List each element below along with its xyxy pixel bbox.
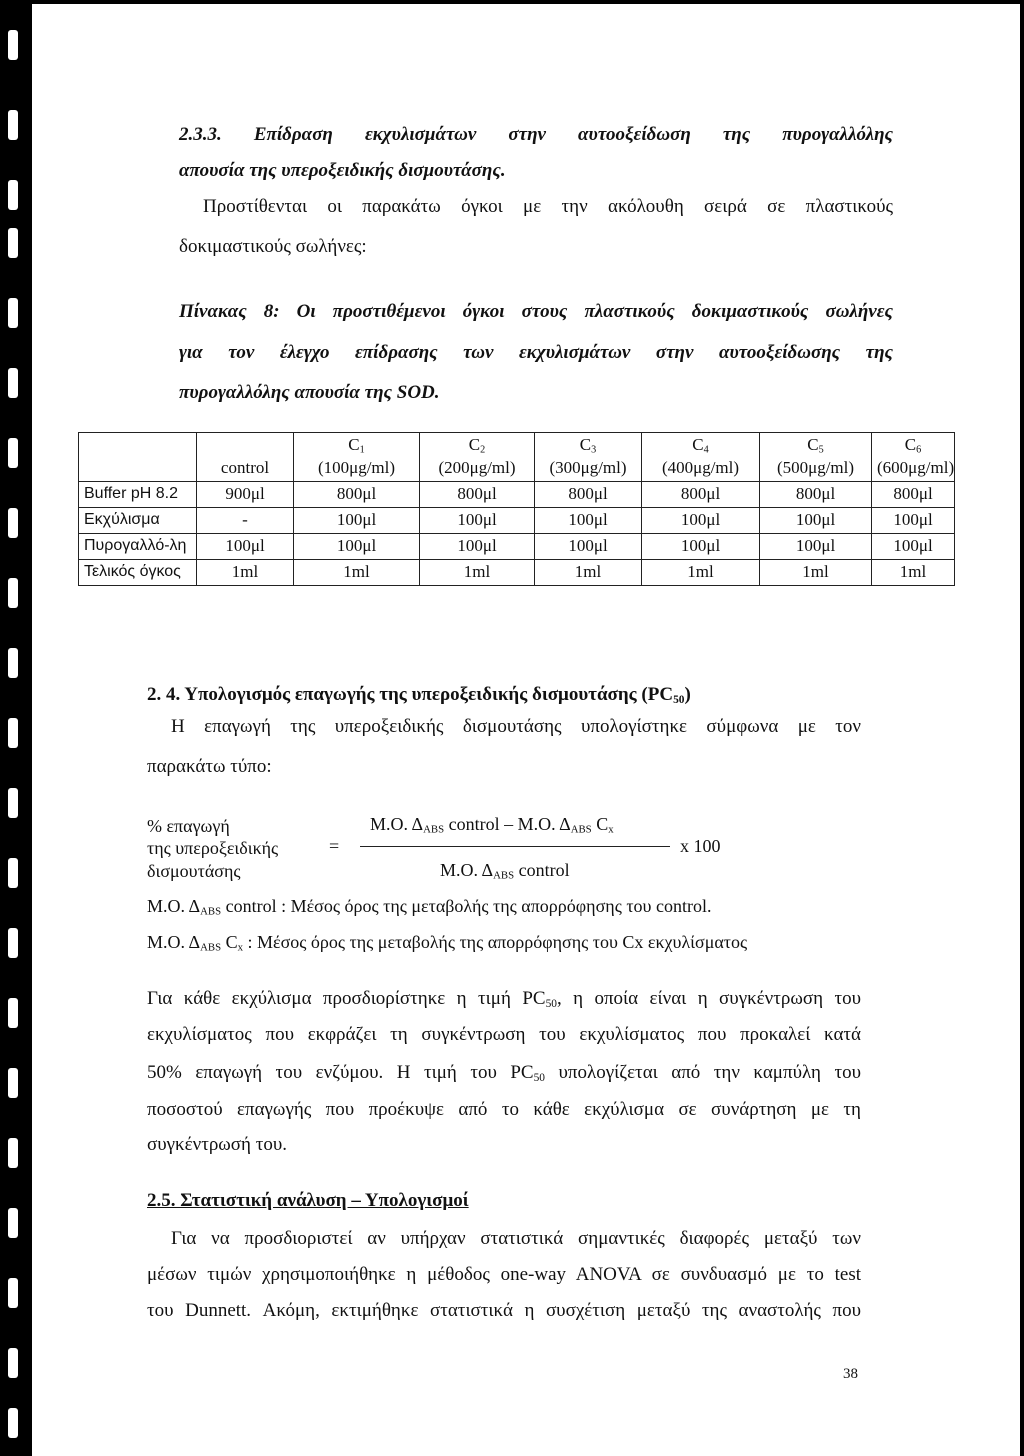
formula-left: δισμουτάσης xyxy=(147,861,241,881)
binding-hole xyxy=(8,1408,18,1438)
table-row xyxy=(79,482,955,508)
formula-left: % επαγωγή xyxy=(147,816,230,836)
binding-hole xyxy=(8,998,18,1028)
binding-hole xyxy=(8,368,18,398)
binding-hole xyxy=(8,1138,18,1168)
table-row xyxy=(79,560,955,586)
paragraph-line: συγκέντρωσή του. xyxy=(147,1134,288,1155)
table-cell: 800μl xyxy=(535,482,642,508)
binding-hole xyxy=(8,858,18,888)
volumes-table xyxy=(78,432,955,586)
formula-denominator: Μ.Ο. $\Delta_{ABS}$ control xyxy=(440,860,570,882)
table-cell: 1ml xyxy=(760,560,872,586)
binding-hole xyxy=(8,438,18,468)
table-cell: 1ml xyxy=(872,560,955,586)
table-row xyxy=(79,508,955,534)
binding-hole xyxy=(8,110,18,140)
formula-equals: = xyxy=(329,836,340,856)
table-header-cell: $C_4$ (400μg/ml) xyxy=(642,433,760,482)
table-header-cell: $C_1$ (100μg/ml) xyxy=(294,433,420,482)
section-heading: 2.5. Στατιστική ανάλυση – Υπολογισμοί xyxy=(147,1190,469,1211)
table-header-empty xyxy=(79,433,197,482)
table-cell: - xyxy=(197,508,294,534)
paragraph-line: μέσων τιμών χρησιμοποιήθηκε η μέθοδος one-way ANOVA σε συνδυασμό με το test xyxy=(147,1264,861,1285)
section-heading: 2. 4. Υπολογισμός επαγωγής της υπεροξειδικής δισμουτάσης $(PC_{50})$ xyxy=(147,684,691,706)
table-caption-line: για τον έλεγχο επίδρασης των εκχυλισμάτων στην αυτοοξείδωσης της xyxy=(179,342,893,363)
binding-hole xyxy=(8,1348,18,1378)
table-cell: 800μl xyxy=(760,482,872,508)
table-header-cell: $C_6$ (600μg/ml) xyxy=(872,433,955,482)
table-caption-line: Πίνακας 8: Οι προστιθέμενοι όγκοι στους πλαστικούς δοκιμαστικούς σωλήνες xyxy=(179,301,893,322)
scan-binding-edge xyxy=(0,0,32,1456)
binding-hole xyxy=(8,30,18,60)
table-cell: 800μl xyxy=(294,482,420,508)
section-heading-line: 2.3.3. Επίδραση εκχυλισμάτων στην αυτοοξείδωση της πυρογαλλόλης xyxy=(179,124,893,145)
formula-left: της υπεροξειδικής xyxy=(147,838,279,858)
paragraph-line: Για κάθε εκχύλισμα προσδιορίστηκε η τιμή $PC_{50}$, η οποία είναι η συγκέντρωση του xyxy=(147,988,861,1010)
binding-hole xyxy=(8,1208,18,1238)
binding-hole xyxy=(8,718,18,748)
table-header-row xyxy=(79,433,955,482)
table-cell: 100μl xyxy=(420,534,535,560)
table-cell: 1ml xyxy=(535,560,642,586)
paragraph-line: Προστίθενται οι παρακάτω όγκοι με την ακόλουθη σειρά σε πλαστικούς xyxy=(203,196,893,217)
table-cell: 100μl xyxy=(872,508,955,534)
table-cell: 900μl xyxy=(197,482,294,508)
table-cell: 100μl xyxy=(535,508,642,534)
table-cell: 100μl xyxy=(197,534,294,560)
row-label: Πυρογαλλό-λη xyxy=(79,534,197,560)
page-number: 38 xyxy=(843,1366,858,1382)
paragraph-line: παρακάτω τύπο: xyxy=(147,756,272,777)
binding-hole xyxy=(8,788,18,818)
table-row xyxy=(79,534,955,560)
binding-hole xyxy=(8,508,18,538)
definition-line: Μ.Ο. $\Delta_{ABS}$ $C_x$ : Μέσος όρος της μεταβολής της απορρόφησης του Cx εκχυλίσματος xyxy=(147,932,748,954)
table-cell: 100μl xyxy=(760,508,872,534)
paragraph-line: Για να προσδιοριστεί αν υπήρχαν στατιστικά σημαντικές διαφορές μεταξύ των xyxy=(171,1228,861,1249)
paragraph-line: 50% επαγωγή του ενζύμου. Η τιμή του $PC_{50}$ υπολογίζεται από την καμπύλη του xyxy=(147,1062,861,1084)
formula-multiplier: x 100 xyxy=(680,836,721,856)
table-caption-line: πυρογαλλόλης απουσία της SOD. xyxy=(179,382,440,403)
binding-hole xyxy=(8,1068,18,1098)
paragraph-line: Η επαγωγή της υπεροξειδικής δισμουτάσης υπολογίστηκε σύμφωνα με τον xyxy=(171,716,861,737)
row-label: Buffer pH 8.2 xyxy=(79,482,197,508)
table-cell: 800μl xyxy=(642,482,760,508)
table-cell: 100μl xyxy=(760,534,872,560)
binding-hole xyxy=(8,228,18,258)
table-cell: 1ml xyxy=(294,560,420,586)
table-cell: 1ml xyxy=(197,560,294,586)
row-label: Τελικός όγκος xyxy=(79,560,197,586)
table-cell: 100μl xyxy=(535,534,642,560)
formula-numerator: Μ.Ο. $\Delta_{ABS}$ control – Μ.Ο. $\Delta_{ABS}$ $C_x$ xyxy=(370,814,614,836)
table-header-cell: $C_3$ (300μg/ml) xyxy=(535,433,642,482)
table-cell: 1ml xyxy=(420,560,535,586)
paragraph-line: εκχυλίσματος που εκφράζει τη συγκέντρωση του εκχυλίσματος που προκαλεί κατά xyxy=(147,1024,861,1045)
row-label: Εκχύλισμα xyxy=(79,508,197,534)
table-cell: 100μl xyxy=(420,508,535,534)
table-cell: 800μl xyxy=(420,482,535,508)
paragraph-line: του Dunnett. Ακόμη, εκτιμήθηκε στατιστικά η συσχέτιση μεταξύ της αναστολής που xyxy=(147,1300,861,1321)
formula-fraction-line xyxy=(360,846,670,847)
binding-hole xyxy=(8,928,18,958)
table-cell: 100μl xyxy=(642,508,760,534)
table-cell: 100μl xyxy=(872,534,955,560)
binding-hole xyxy=(8,648,18,678)
paragraph-line: δοκιμαστικούς σωλήνες: xyxy=(179,236,367,257)
binding-hole xyxy=(8,1278,18,1308)
table-header-cell: $C_2$ (200μg/ml) xyxy=(420,433,535,482)
table-header-cell: $C_5$ (500μg/ml) xyxy=(760,433,872,482)
table-cell: 100μl xyxy=(294,534,420,560)
binding-hole xyxy=(8,298,18,328)
table-cell: 800μl xyxy=(872,482,955,508)
binding-hole xyxy=(8,180,18,210)
paragraph-line: ποσοστού επαγωγής που προέκυψε από το κάθε εκχύλισμα σε συνάρτηση με τη xyxy=(147,1099,861,1120)
table-cell: 100μl xyxy=(294,508,420,534)
section-heading-line: απουσία της υπεροξειδικής δισμουτάσης. xyxy=(179,160,506,181)
binding-hole xyxy=(8,578,18,608)
definition-line: Μ.Ο. $\Delta_{ABS}$ control : Μέσος όρος της μεταβολής της απορρόφησης του control. xyxy=(147,896,712,918)
table-cell: 1ml xyxy=(642,560,760,586)
table-header-cell: control xyxy=(197,433,294,482)
table-cell: 100μl xyxy=(642,534,760,560)
